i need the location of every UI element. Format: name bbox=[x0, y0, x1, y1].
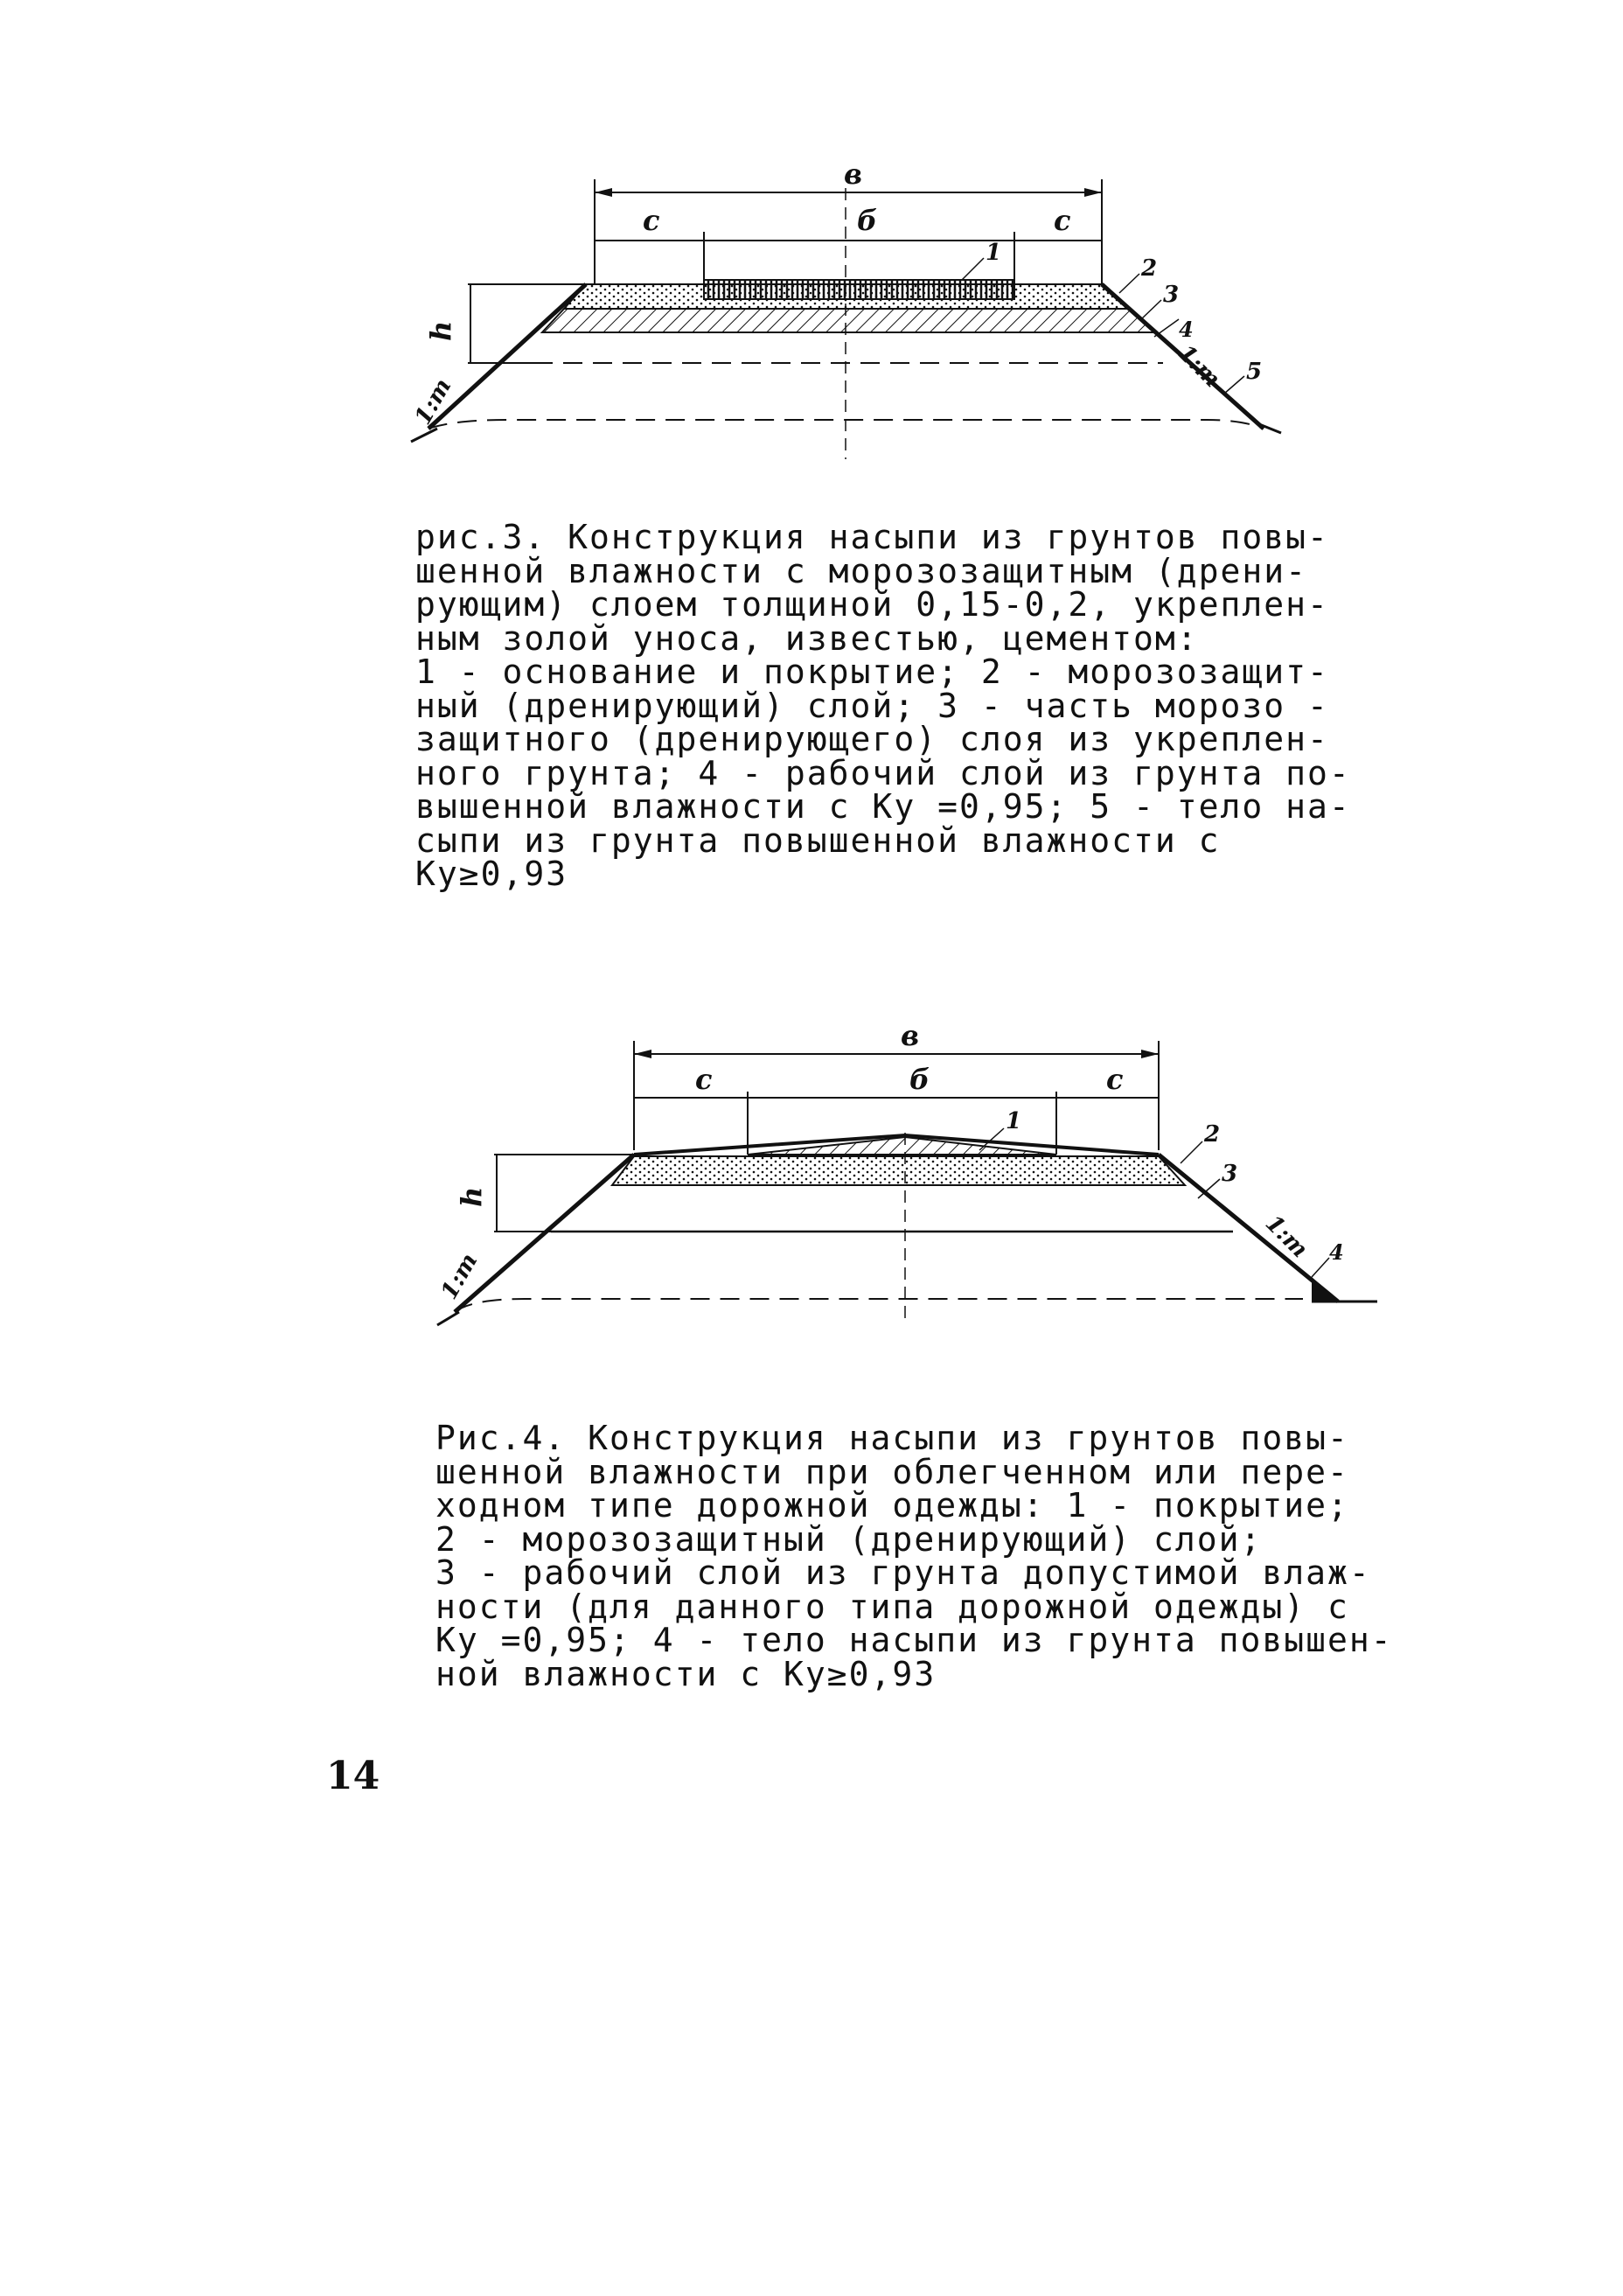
slope-right-label: 1:m bbox=[1259, 1210, 1313, 1263]
figure-4-caption: Рис.4. Конструкция насыпи из грунтов повы- шенной влажности при облегченном или пере- ходном типе дорожной одежды: 1 - покрытие; 2 - морозозащитный (дренирующий) слой; 3 - рабочий слой из грунта допустимой влаж- ности (для данного типа дорожной одежды) с Ку =0,95; 4 - тело насыпи из грунта повышен- ной влажности с Ку≥0,93 bbox=[435, 1419, 1393, 1693]
callout-4: 4 bbox=[1179, 317, 1194, 342]
callout-2: 2 bbox=[1204, 1121, 1221, 1148]
dim-side-right-label: с bbox=[1054, 204, 1071, 237]
callout-5: 5 bbox=[1246, 359, 1263, 385]
slope-left-label: 1:m bbox=[409, 374, 457, 429]
callout-1: 1 bbox=[986, 240, 1002, 266]
callout-3: 3 bbox=[1163, 282, 1180, 308]
height-label: h bbox=[424, 320, 457, 341]
callout-2: 2 bbox=[1141, 255, 1158, 282]
figure-3-embankment-diagram bbox=[402, 162, 1373, 477]
figure-3-caption: рис.3. Конструкция насыпи из грунтов повы- шенной влажности с морозозащитным (дрени- рующим) слоем толщиной 0,15-0,2, укреплен- ным золой уноса, известью, цементом: 1 - основание и покрытие; 2 - морозозащит- ный (дренирующий) слой; 3 - часть морозо - защитного (дренирующего) слоя из укреплен- ного грунта; 4 - рабочий слой из грунта по- вышенной влажности с Ку =0,95; 5 - тело на- сыпи из грунта повышенной влажности с Ку≥0,93 bbox=[415, 518, 1351, 893]
slope-left-label: 1:m bbox=[435, 1249, 484, 1304]
dim-side-right-label: с bbox=[1106, 1063, 1124, 1096]
height-label: h bbox=[455, 1186, 488, 1207]
dim-side-left-label: с bbox=[695, 1063, 713, 1096]
figure-4-embankment-diagram bbox=[411, 1023, 1417, 1338]
dim-side-left-label: с bbox=[643, 204, 660, 237]
callout-3: 3 bbox=[1222, 1161, 1238, 1187]
callout-4: 4 bbox=[1329, 1239, 1344, 1265]
callout-1: 1 bbox=[1006, 1108, 1022, 1134]
dim-middle-label: б bbox=[857, 204, 878, 237]
dim-total-label: в bbox=[901, 1023, 920, 1052]
dim-total-label: в bbox=[844, 162, 863, 191]
slope-right-label: 1:m bbox=[1172, 339, 1226, 393]
page-number: 14 bbox=[326, 1754, 380, 1798]
dim-middle-label: б bbox=[909, 1063, 930, 1096]
